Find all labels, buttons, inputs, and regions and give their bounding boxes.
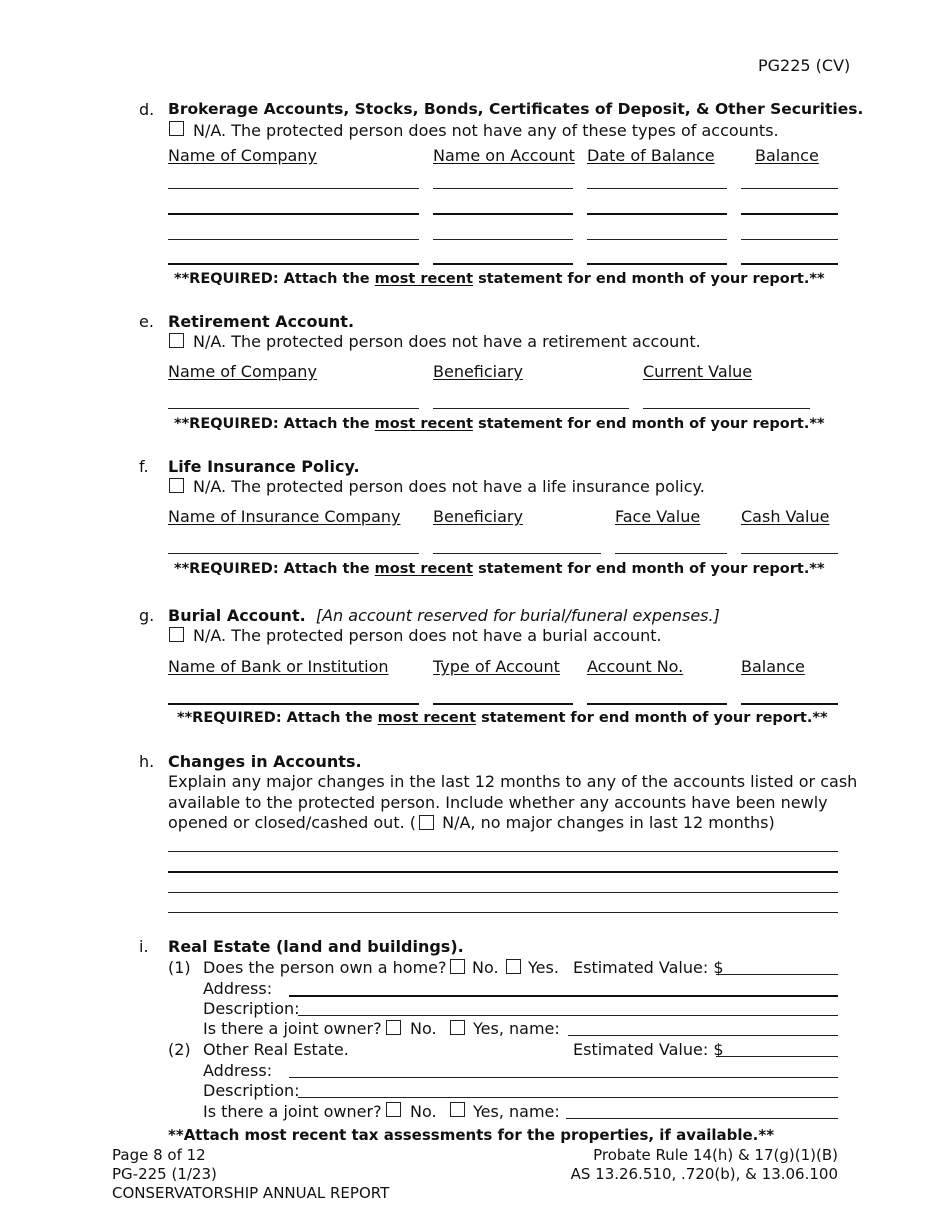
section-d-row3-date-field[interactable] xyxy=(587,239,727,240)
section-d-title: Brokerage Accounts, Stocks, Bonds, Certificates of Deposit, & Other Securities. xyxy=(168,100,864,118)
section-f-col-cash-value: Cash Value xyxy=(741,507,830,526)
section-i-q1-number: (1) xyxy=(168,958,191,977)
section-e-col-beneficiary: Beneficiary xyxy=(433,362,523,381)
section-i-q1-description-label: Description: xyxy=(203,999,300,1018)
section-d-row1-name-field[interactable] xyxy=(433,188,573,189)
section-e-beneficiary-field[interactable] xyxy=(433,408,629,409)
section-e-value-field[interactable] xyxy=(643,408,810,409)
section-d-row3-company-field[interactable] xyxy=(168,239,419,240)
section-i-q1-joint-label: Is there a joint owner? xyxy=(203,1019,382,1038)
section-f-face-value-field[interactable] xyxy=(615,553,727,554)
section-g-col-balance: Balance xyxy=(741,657,805,676)
section-i-q1-text: Does the person own a home? xyxy=(203,958,447,977)
section-h-line2: available to the protected person. Include whether any accounts have been newly xyxy=(168,793,828,812)
section-g-bank-field[interactable] xyxy=(168,703,419,705)
section-f-letter: f. xyxy=(139,457,149,476)
section-e-title: Retirement Account. xyxy=(168,312,355,331)
section-i-q2-description-label: Description: xyxy=(203,1081,300,1100)
section-i-q2-description-field[interactable] xyxy=(298,1097,838,1098)
section-i-q1-address-field[interactable] xyxy=(289,995,838,997)
section-d-row3-name-field[interactable] xyxy=(433,239,573,240)
section-d-required-note: **REQUIRED: Attach the most recent statement for end month of your report.** xyxy=(174,271,825,287)
section-g-account-field[interactable] xyxy=(587,703,727,705)
section-i-q1-joint-yes-label: Yes, name: xyxy=(473,1019,560,1038)
form-code: PG225 (CV) xyxy=(758,56,851,75)
section-d-col-date: Date of Balance xyxy=(587,146,715,165)
section-d-col-company: Name of Company xyxy=(168,146,317,165)
section-e-letter: e. xyxy=(139,312,154,331)
section-i-q1-joint-yes-checkbox[interactable] xyxy=(450,1020,465,1035)
section-g-letter: g. xyxy=(139,606,155,625)
section-g-col-bank: Name of Bank or Institution xyxy=(168,657,389,676)
section-d-row4-company-field[interactable] xyxy=(168,263,419,265)
section-i-q2-joint-name-field[interactable] xyxy=(566,1118,838,1119)
section-i-q1-joint-no-label: No. xyxy=(410,1019,437,1038)
section-i-q1-est-value-label: Estimated Value: $ xyxy=(573,958,724,977)
footer-form-number: PG-225 (1/23) xyxy=(112,1165,217,1183)
section-i-q2-joint-label: Is there a joint owner? xyxy=(203,1102,382,1121)
section-g-col-account-no: Account No. xyxy=(587,657,684,676)
section-g-required-note: **REQUIRED: Attach the most recent statement for end month of your report.** xyxy=(177,710,828,726)
section-h-explain-line-3[interactable] xyxy=(168,892,838,893)
section-i-q1-no-checkbox[interactable] xyxy=(450,959,465,974)
section-i-q1-description-field[interactable] xyxy=(298,1015,838,1016)
section-e-na-checkbox[interactable] xyxy=(169,333,184,348)
section-i-q2-number: (2) xyxy=(168,1040,191,1059)
section-i-q2-est-value-label: Estimated Value: $ xyxy=(573,1040,724,1059)
section-f-cash-value-field[interactable] xyxy=(741,553,838,554)
section-i-q2-est-value-field[interactable] xyxy=(716,1056,838,1057)
section-e-required-note: **REQUIRED: Attach the most recent statement for end month of your report.** xyxy=(174,416,825,432)
section-f-company-field[interactable] xyxy=(168,553,419,554)
section-d-row4-name-field[interactable] xyxy=(433,263,573,265)
section-g-balance-field[interactable] xyxy=(741,703,838,705)
section-i-q1-yes-checkbox[interactable] xyxy=(506,959,521,974)
section-d-row3-balance-field[interactable] xyxy=(741,239,838,240)
section-e-col-company: Name of Company xyxy=(168,362,317,381)
section-e-na-text: N/A. The protected person does not have a retirement account. xyxy=(193,332,701,351)
section-g-col-type: Type of Account xyxy=(433,657,560,676)
section-e-col-current-value: Current Value xyxy=(643,362,753,381)
section-i-q1-address-label: Address: xyxy=(203,979,273,998)
section-h-explain-line-2[interactable] xyxy=(168,871,838,873)
section-d-row2-balance-field[interactable] xyxy=(741,213,838,215)
section-i-q1-joint-no-checkbox[interactable] xyxy=(386,1020,401,1035)
section-d-row2-name-field[interactable] xyxy=(433,213,573,215)
footer-probate-rule: Probate Rule 14(h) & 17(g)(1)(B) xyxy=(593,1146,838,1164)
section-f-col-face-value: Face Value xyxy=(615,507,701,526)
section-f-beneficiary-field[interactable] xyxy=(433,553,601,554)
section-d-col-name-on-account: Name on Account xyxy=(433,146,575,165)
section-i-q2-joint-yes-label: Yes, name: xyxy=(473,1102,560,1121)
section-f-col-insurance-company: Name of Insurance Company xyxy=(168,507,401,526)
section-g-na-checkbox[interactable] xyxy=(169,627,184,642)
section-h-line3: opened or closed/cashed out. ( N/A, no major changes in last 12 months) xyxy=(168,813,775,832)
section-h-line1: Explain any major changes in the last 12 months to any of the accounts listed or cash xyxy=(168,772,858,791)
section-f-na-text: N/A. The protected person does not have a life insurance policy. xyxy=(193,477,705,496)
section-i-q1-joint-name-field[interactable] xyxy=(568,1035,838,1036)
section-i-q2-address-field[interactable] xyxy=(289,1077,838,1078)
section-f-required-note: **REQUIRED: Attach the most recent statement for end month of your report.** xyxy=(174,561,825,577)
section-g-na-text: N/A. The protected person does not have a burial account. xyxy=(193,626,662,645)
section-i-title: Real Estate (land and buildings). xyxy=(168,937,464,956)
section-i-q2-joint-no-label: No. xyxy=(410,1102,437,1121)
section-d-row4-date-field[interactable] xyxy=(587,263,727,265)
section-f-title: Life Insurance Policy. xyxy=(168,457,360,476)
section-i-q2-joint-no-checkbox[interactable] xyxy=(386,1102,401,1117)
section-i-q1-est-value-field[interactable] xyxy=(716,974,838,975)
section-h-na-checkbox[interactable] xyxy=(419,815,434,830)
section-g-type-field[interactable] xyxy=(433,703,573,705)
section-d-row2-company-field[interactable] xyxy=(168,213,419,215)
section-i-q1-no-label: No. xyxy=(472,958,499,977)
section-f-col-beneficiary: Beneficiary xyxy=(433,507,523,526)
footer-form-title: CONSERVATORSHIP ANNUAL REPORT xyxy=(112,1184,390,1202)
section-d-row1-date-field[interactable] xyxy=(587,188,727,189)
footer-statute: AS 13.26.510, .720(b), & 13.06.100 xyxy=(570,1165,838,1183)
section-d-row1-balance-field[interactable] xyxy=(741,188,838,189)
section-i-q2-address-label: Address: xyxy=(203,1061,273,1080)
section-h-letter: h. xyxy=(139,752,155,771)
section-d-letter: d. xyxy=(139,100,155,119)
footer-page-number: Page 8 of 12 xyxy=(112,1146,206,1164)
section-e-company-field[interactable] xyxy=(168,408,419,409)
section-i-q2-joint-yes-checkbox[interactable] xyxy=(450,1102,465,1117)
section-d-row2-date-field[interactable] xyxy=(587,213,727,215)
section-i-letter: i. xyxy=(139,937,149,956)
section-d-row1-company-field[interactable] xyxy=(168,188,419,189)
section-d-row4-balance-field[interactable] xyxy=(741,263,838,265)
section-f-na-checkbox[interactable] xyxy=(169,478,184,493)
section-i-q1-yes-label: Yes. xyxy=(528,958,559,977)
section-g-heading: Burial Account. [An account reserved for burial/funeral expenses.] xyxy=(168,606,720,625)
section-h-explain-line-4[interactable] xyxy=(168,912,838,913)
section-d-col-balance: Balance xyxy=(755,146,819,165)
section-h-explain-line-1[interactable] xyxy=(168,851,838,852)
section-i-attach-note: **Attach most recent tax assessments for the properties, if available.** xyxy=(168,1126,775,1144)
section-d-na-text: N/A. The protected person does not have any of these types of accounts. xyxy=(193,121,779,140)
section-h-title: Changes in Accounts. xyxy=(168,752,362,771)
section-d-na-checkbox[interactable] xyxy=(169,121,184,136)
section-i-q2-text: Other Real Estate. xyxy=(203,1040,349,1059)
